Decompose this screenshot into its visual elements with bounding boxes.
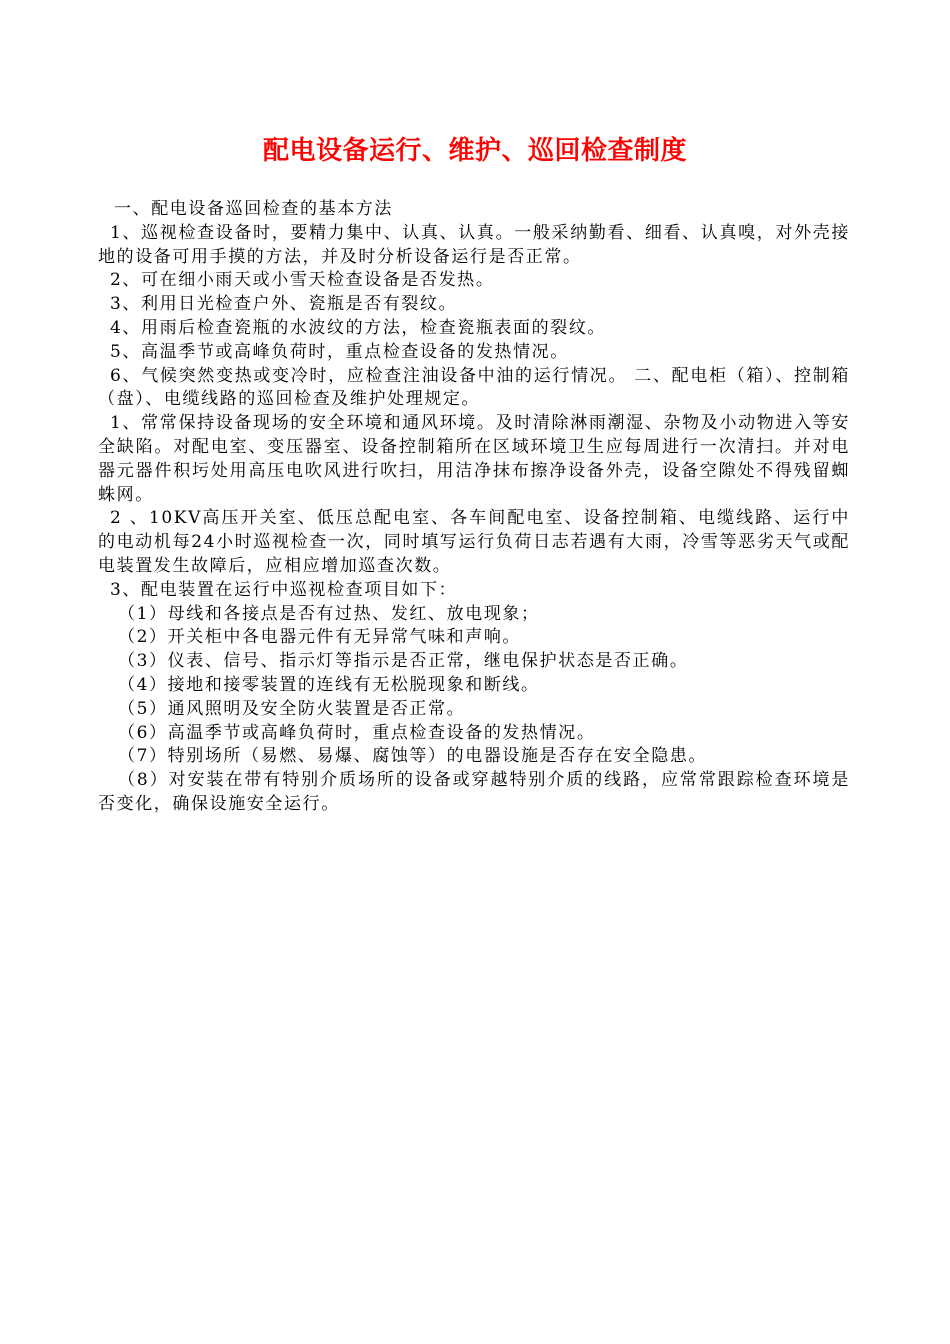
paragraph: 1、巡视检查设备时，要精力集中、认真、认真。一般采纳勤看、细看、认真嗅，对外壳接地的设备可用手摸的方法，并及时分析设备运行是否正常。 <box>98 222 850 267</box>
paragraph: 4、用雨后检查瓷瓶的水波纹的方法，检查瓷瓶表面的裂纹。 <box>110 317 607 338</box>
paragraph: 5、高温季节或高峰负荷时，重点检查设备的发热情况。 <box>110 341 569 362</box>
section-heading-1: 一、配电设备巡回检查的基本方法 <box>114 199 393 219</box>
paragraph: 1、常常保持设备现场的安全环境和通风环境。及时清除淋雨潮湿、杂物及小动物进入等安全缺陷。对配电室、变压器室、设备控制箱所在区域环境卫生应每周进行一次清扫。并对电器元器件积圬处用高压电吹风进行吹扫，用洁净抹布擦净设备外壳，设备空隙处不得残留蜘蛛网。 <box>98 413 850 505</box>
paragraph: 2、可在细小雨天或小雪天检查设备是否发热。 <box>110 270 495 291</box>
paragraph: 3、配电装置在运行中巡视检查项目如下： <box>110 579 458 600</box>
list-item: （8）对安装在带有特别介质场所的设备或穿越特别介质的线路，应常常跟踪检查环境是否变化，确保设施安全运行。 <box>98 770 850 814</box>
list-item: （4）接地和接零装置的连线有无松脱现象和断线。 <box>118 674 540 695</box>
paragraph: 6、气候突然变热或变冷时，应检查注油设备中油的运行情况。 二、配电柜（箱）、控制箱（盘）、电缆线路的巡回检查及维护处理规定。 <box>98 365 850 410</box>
list-item: （2）开关柜中各电器元件有无异常气味和声响。 <box>118 627 522 648</box>
list-item: （5）通风照明及安全防火装置是否正常。 <box>118 698 466 719</box>
list-item: （3）仪表、信号、指示灯等指示是否正常，继电保护状态是否正确。 <box>118 651 689 672</box>
paragraph: 3、利用日光检查户外、瓷瓶是否有裂纹。 <box>110 294 458 315</box>
list-item: （7）特别场所（易燃、易爆、腐蚀等）的电器设施是否存在安全隐患。 <box>118 746 708 767</box>
list-item: （1）母线和各接点是否有过热、发红、放电现象； <box>118 603 540 624</box>
document-body <box>98 198 850 817</box>
document-title: 配电设备运行、维护、巡回检查制度 <box>262 136 687 166</box>
list-item: （6）高温季节或高峰负荷时，重点检查设备的发热情况。 <box>118 722 596 743</box>
paragraph: 2 、10KV高压开关室、低压总配电室、各车间配电室、设备控制箱、电缆线路、运行中的电动机每24小时巡视检查一次，同时填写运行负荷日志若遇有大雨，冷雪等恶劣天气或配电装置发生故障后，应相应增加巡查次数。 <box>98 508 850 576</box>
